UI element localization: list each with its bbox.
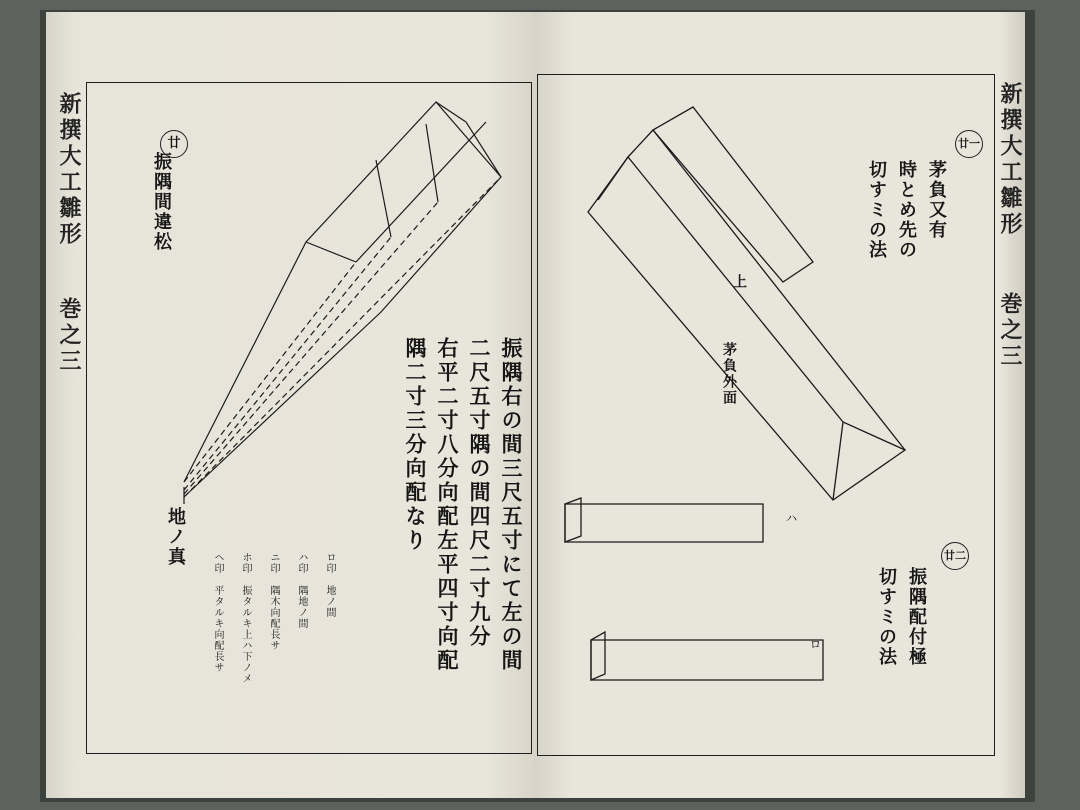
lower-block-2-end [591,632,605,680]
right-margin-title: 新撰大工雛形 [997,82,1023,238]
upper-rafter [653,107,813,282]
body-text-col-1: 振隅右の間三尺五寸にて左の間 [499,337,524,673]
beam-top-edge [628,130,653,157]
right-rafter-diagram [533,12,1025,798]
right-page [533,12,1025,798]
legend-item-5: ヘ印 平タルキ向配長サ [212,552,223,673]
beam-back-edge [653,130,905,450]
right-margin-volume: 巻之三 [997,292,1023,370]
ground-label: 地ノ真 [165,507,186,567]
figure-21-title-line1: 茅負又有 [926,160,947,240]
beam-end-edge [833,422,843,500]
figure-number-22: 廿二 [941,542,969,570]
figure-22-title-line2: 切すミの法 [876,567,897,667]
rafter-label-ha: ハ [784,512,798,525]
left-margin-volume: 巻之三 [56,297,82,375]
legend-item-1: ロ印 地ノ間 [324,552,335,618]
legend-item-4: ホ印 振タルキ上ハ下ノメ [240,552,251,684]
method-title-line1: 振隅間違松 [151,152,172,252]
figure-21-title-line2: 時とめ先の [896,160,917,260]
figure-number-21: 廿一 [955,130,983,158]
rafter-label-ro: ロ [808,638,822,651]
legend-item-2: ハ印 隅地ノ間 [296,552,307,629]
lower-block-2 [591,640,823,680]
beam-label-face: 茅負外面 [721,342,737,406]
hip-edge-6 [466,122,501,177]
dashed-line-2 [184,237,391,490]
body-text-col-3: 右平二寸八分向配左平四寸向配 [435,337,460,673]
hip-edge-5 [426,124,438,202]
legend-item-3: ニ印 隅木向配長サ [268,552,279,651]
body-text-col-2: 二尺五寸隅の間四尺二寸九分 [467,337,492,649]
figure-number-20: 廿 [160,130,188,158]
figure-21-title-line3: 切すミの法 [866,160,887,260]
hip-edge-4 [376,160,391,237]
dashed-line-1 [184,262,356,482]
hip-edge-1 [306,242,356,262]
tip-line [598,157,628,200]
beam-label-top: 上 [731,274,747,290]
hip-edge-3 [356,122,486,262]
figure-22-title-line1: 振隅配付極 [906,567,927,667]
left-margin-title: 新撰大工雛形 [56,92,82,248]
lower-block-1 [565,504,763,542]
body-text-col-4: 隅二寸三分向配なり [403,337,428,553]
main-beam-outline [588,157,905,500]
left-page [46,12,534,798]
